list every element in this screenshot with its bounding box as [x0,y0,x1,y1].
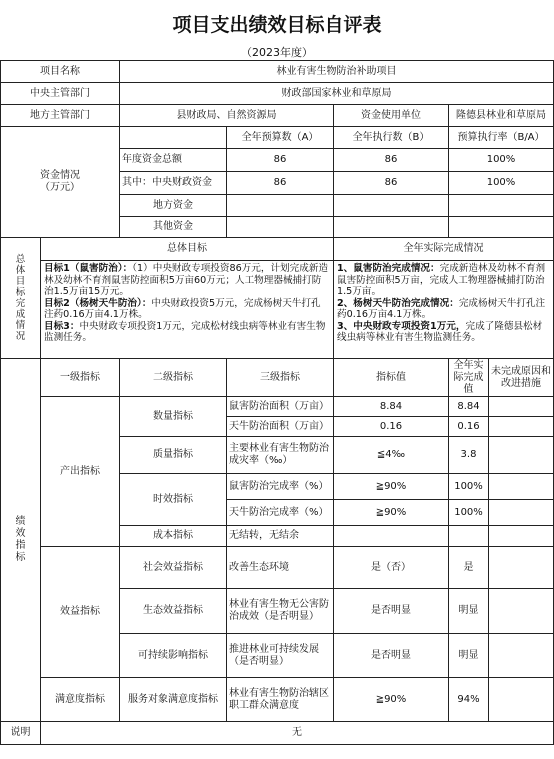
perf-row-actual: 3.8 [449,437,489,474]
actual-2-text: 完成杨树天牛打孔注药0.16万亩4.1万株。 [337,297,546,320]
goal-3-text: 中央财政专项投资1万元，完成松材线虫病等林业有害生物监测任务。 [44,320,326,343]
perf-row-name: 无结转，无结余 [227,526,334,547]
perf-row-note [489,678,554,722]
funds-row-exec: 86 [334,149,449,172]
perf-social: 社会效益指标 [120,547,227,589]
goals-text [41,261,334,359]
self-evaluation-table [0,60,554,745]
perf-row-name: 主要林业有害生物防治成灾率（‰） [227,437,334,474]
funds-row-rate [449,217,554,238]
perf-row-target [334,526,449,547]
perf-row-note [489,500,554,526]
funds-col-exec: 全年执行数（B） [334,127,449,149]
page-subtitle: （2023年度） [241,46,313,59]
actual-1-text: 完成新造林及幼林不育剂鼠害防控面积5万亩，完成人工物理器械捕打防治1.5万亩。 [337,263,546,297]
goals-col-goal: 总体目标 [41,238,334,261]
goal-2-head: 目标2（杨树天牛防治）： [44,297,152,309]
user-unit-label: 资金使用单位 [334,105,449,127]
perf-quantity: 数量指标 [120,397,227,437]
perf-row-target: 是否明显 [334,589,449,634]
perf-quality: 质量指标 [120,437,227,474]
actual-2-head: 2、杨树天牛防治完成情况： [337,297,459,309]
goals-col-actual: 全年实际完成情况 [334,238,554,261]
funds-col-rate: 预算执行率（B/A） [449,127,554,149]
perf-h6: 未完成原因和改进措施 [489,359,554,397]
perf-output: 产出指标 [41,397,120,547]
perf-row-target: ≧90% [334,678,449,722]
funds-row-exec [334,195,449,217]
funds-row-budget [227,217,334,238]
actual-text [334,261,554,359]
perf-row-target: ≧90% [334,500,449,526]
perf-service: 服务对象满意度指标 [120,678,227,722]
funds-header-blank [120,127,227,149]
funds-row-budget: 86 [227,172,334,195]
funds-row-name: 地方资金 [120,195,227,217]
funds-row-exec: 86 [334,172,449,195]
perf-row-actual: 是 [449,547,489,589]
goal-2-text: 中央财政投资5万元，完成杨树天牛打孔注药0.16万亩4.1万株。 [44,297,321,320]
perf-row-actual: 明显 [449,589,489,634]
perf-row-actual: 8.84 [449,397,489,417]
perf-row-note [489,589,554,634]
page-title: 项目支出绩效目标自评表 [172,14,382,36]
central-dept-label: 中央主管部门 [1,83,120,105]
funds-row-name: 其中：中央财政资金 [120,172,227,195]
funds-row-rate: 100% [449,172,554,195]
goal-3-head: 目标3： [44,320,80,332]
perf-h2: 二级指标 [120,359,227,397]
perf-row-actual: 100% [449,500,489,526]
note-label: 说明 [1,722,41,745]
perf-row-actual: 100% [449,474,489,500]
perf-row-target: 8.84 [334,397,449,417]
perf-row-target: ≧90% [334,474,449,500]
central-dept-value: 财政部国家林业和草原局 [120,83,554,105]
perf-row-name: 鼠害防治完成率（%） [227,474,334,500]
perf-row-note [489,634,554,678]
actual-1-head: 1、鼠害防治完成情况： [337,263,440,274]
perf-row-name: 推进林业可持续发展（是否明显） [227,634,334,678]
perf-row-note [489,474,554,500]
local-dept-label: 地方主管部门 [1,105,120,127]
funds-row-budget: 86 [227,149,334,172]
perf-cost: 成本指标 [120,526,227,547]
perf-row-actual: 明显 [449,634,489,678]
perf-row-actual: 0.16 [449,417,489,437]
funds-row-budget [227,195,334,217]
perf-row-name: 天牛防治面积（万亩） [227,417,334,437]
funds-label: 资金情况 （万元） [1,127,120,238]
goals-label: 总体目标完成情况 [1,238,41,359]
perf-row-actual: 94% [449,678,489,722]
perf-row-name: 林业有害生物防治辖区职工群众满意度 [227,678,334,722]
actual-3-text: 完成了隆德县松材线虫病等林业有害生物监测任务。 [337,320,543,343]
perf-row-actual [449,526,489,547]
funds-col-budget: 全年预算数（A） [227,127,334,149]
funds-row-rate [449,195,554,217]
perf-row-target: 0.16 [334,417,449,437]
perf-row-name: 天牛防治完成率（%） [227,500,334,526]
perf-row-note [489,437,554,474]
perf-row-target: 是否明显 [334,634,449,678]
perf-benefit: 效益指标 [41,547,120,678]
perf-row-note [489,526,554,547]
perf-row-name: 改善生态环境 [227,547,334,589]
funds-row-exec [334,217,449,238]
perf-row-target: 是（否） [334,547,449,589]
perf-h1: 一级指标 [41,359,120,397]
perf-h5: 全年实际完成值 [449,359,489,397]
project-name-value: 林业有害生物防治补助项目 [120,61,554,83]
perf-row-note [489,417,554,437]
user-unit-value: 隆德县林业和草原局 [449,105,554,127]
perf-h3: 三级指标 [227,359,334,397]
perf-row-note [489,547,554,589]
project-name-label: 项目名称 [1,61,120,83]
perf-eco: 生态效益指标 [120,589,227,634]
perf-satisfaction: 满意度指标 [41,678,120,722]
local-dept-value: 县财政局、自然资源局 [120,105,334,127]
goal-1-head: 目标1（鼠害防治）： [44,263,133,274]
perf-sustain: 可持续影响指标 [120,634,227,678]
goal-1-text: （1）中央财政专项投资86万元，计划完成新造林及幼林不育剂鼠害防控面积5万亩60万元；人工物理器械捕打防治1.5万亩15万元。 [44,263,329,297]
funds-row-name: 其他资金 [120,217,227,238]
funds-row-name: 年度资金总额 [120,149,227,172]
note-value: 无 [41,722,554,745]
perf-row-note [489,397,554,417]
perf-time: 时效指标 [120,474,227,526]
perf-row-name: 林业有害生物无公害防治成效（是否明显） [227,589,334,634]
actual-3-head: 3、中央财政专项投资1万元， [337,320,466,332]
perf-row-name: 鼠害防治面积（万亩） [227,397,334,417]
perf-row-target: ≦4‰ [334,437,449,474]
funds-row-rate: 100% [449,149,554,172]
perf-label: 绩效指标 [1,359,41,722]
perf-h4: 指标值 [334,359,449,397]
